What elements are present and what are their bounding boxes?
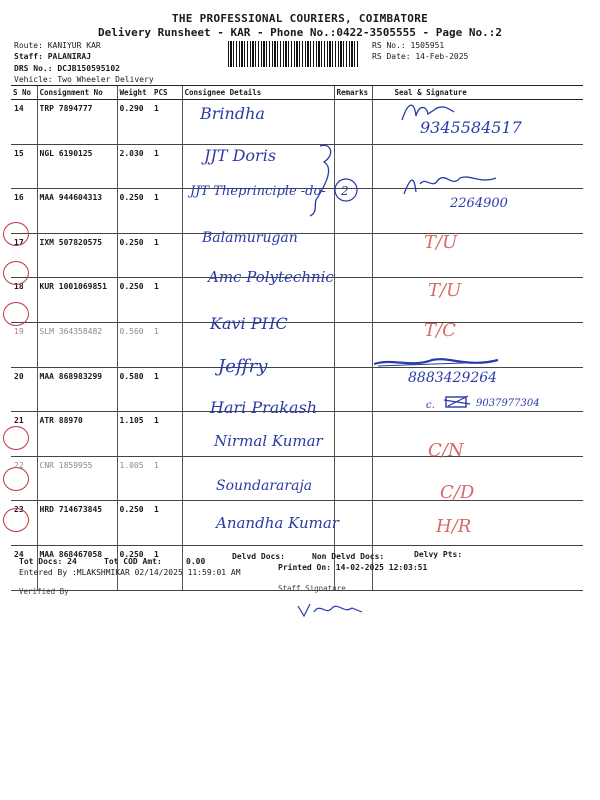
drs-number: DRS No.: DCJB150595102 [14,64,120,73]
row-pcs: 1 [152,501,182,546]
row-sno: 23 [11,501,37,546]
hw-consignee-20: Jeffry [218,356,268,377]
row-sno: 22 [11,456,37,501]
row-weight: 0.250 [117,189,152,234]
row-signature-cell [372,278,583,323]
row-weight: 1.105 [117,412,152,457]
row-remarks [334,367,372,412]
row-pcs: 1 [152,367,182,412]
hw-signature-18: T/U [428,280,462,301]
svg-text:c.: c. [426,400,435,411]
row-remarks [334,322,372,367]
row-pcs: 1 [152,100,182,145]
row-weight: 0.250 [117,545,152,590]
runsheet-title: Delivery Runsheet - KAR - Phone No.:0422-3505555 - Page No.:2 [98,26,502,39]
hw-signature-17: T/U [424,232,458,253]
footer-verified-by: Verified By [19,587,69,596]
row-pcs: 1 [152,144,182,189]
row-remarks [334,100,372,145]
hw-consignee-15: JJT Doris [204,146,277,165]
sno-circle-19 [3,302,29,326]
row-weight: 2.030 [117,144,152,189]
footer-delvy-pts: Delvy Pts: [414,550,463,559]
footer-tot-docs: Tot Docs: 24 [19,557,77,566]
footer-delvd-docs: Delvd Docs: [232,552,285,561]
row-consignment-no: NGL 6190125 [37,144,117,189]
row-consignment-no: TRP 7894777 [37,100,117,145]
row-sno: 24 [11,545,37,590]
row-pcs: 1 [152,456,182,501]
barcode [228,41,358,67]
col-consignment: Consignment No [37,86,117,100]
row-remarks [334,501,372,546]
hw-signature-22: C/N [428,440,464,461]
footer-non-delvd-docs: Non Delvd Docs: [312,552,385,561]
hw-signature-16: 2264900 [450,196,508,211]
row-pcs: 1 [152,233,182,278]
row-consignment-no: ATR 88970 [37,412,117,457]
hw-signature-20: 8883429264 [408,370,498,386]
staff-signature-scribble [294,598,366,620]
signature-scribble-16 [400,170,510,200]
row-sno: 17 [11,233,37,278]
svg-text:2: 2 [341,184,349,198]
row-remarks [334,456,372,501]
row-weight: 0.290 [117,100,152,145]
row-weight: 0.560 [117,322,152,367]
hw-consignee-23: Soundararaja [216,478,313,494]
row-pcs: 1 [152,322,182,367]
rs-date: RS Date: 14-Feb-2025 [372,52,469,61]
hw-signature-14: 9345584517 [420,118,522,137]
col-sno: S No [11,86,37,100]
staff-label: Staff: PALANIRAJ [14,52,92,61]
hw-consignee-22: Nirmal Kumar [214,432,323,450]
row-signature-cell [372,456,583,501]
sno-circle-23 [3,467,29,491]
sno-circle-17 [3,222,29,246]
signature-scribble-14 [398,98,458,126]
sno-circle-24 [3,508,29,532]
hw-signature-24: H/R [436,516,472,537]
row-pcs: 1 [152,189,182,234]
hw-consignee-17: Balamurugan [202,230,298,246]
row-weight: 0.250 [117,278,152,323]
row-sno: 15 [11,144,37,189]
col-remarks: Remarks [334,86,372,100]
footer-printed-on: Printed On: 14-02-2025 12:03:51 [278,563,428,572]
footer-cod-amount: 0.00 [186,557,206,566]
col-signature: Seal & Signature [372,86,583,100]
row-pcs: 1 [152,545,182,590]
row-signature-cell [372,233,583,278]
row-sno: 18 [11,278,37,323]
row-pcs: 1 [152,278,182,323]
hw-signature-23: C/D [440,482,475,503]
row-sno: 21 [11,412,37,457]
bracket-marks-15-16 [300,140,370,220]
row-consignment-no: SLM 364358482 [37,322,117,367]
route-label: Route: KANIYUR KAR [14,41,101,50]
hw-consignee-18: Amc Polytechnic [208,268,334,286]
row-signature-cell [372,412,583,457]
col-consignee: Consignee Details [182,86,334,100]
row-weight: 0.250 [117,233,152,278]
hw-consignee-16: JJT Theprinciple -do- [190,184,326,199]
row-consignment-no: MAA 868983299 [37,367,117,412]
signature-scribble-21 [424,392,476,414]
row-weight: 0.580 [117,367,152,412]
hw-signature-21: 9037977304 [476,398,540,409]
sno-circle-22 [3,426,29,450]
row-pcs: 1 [152,412,182,457]
col-weight: Weight [117,86,152,100]
hw-consignee-14: Brindha [200,104,265,123]
signature-scribble-20 [372,354,502,372]
row-consignment-no: MAA 868467058 [37,545,117,590]
vehicle-label: Vehicle: Two Wheeler Delivery [14,75,154,84]
table-header-row [11,86,583,100]
row-consignment-no: KUR 1001069851 [37,278,117,323]
row-consignment-no: MAA 944604313 [37,189,117,234]
hw-consignee-19: Kavi PHC [210,314,288,333]
row-sno: 14 [11,100,37,145]
company-name: THE PROFESSIONAL COURIERS, COIMBATORE [171,12,429,25]
rs-number: RS No.: 1505951 [372,41,445,50]
row-weight: 1.005 [117,456,152,501]
row-signature-cell [372,501,583,546]
row-sno: 19 [11,322,37,367]
footer-tot-cod-label: Tot COD Amt: [104,557,162,566]
row-remarks [334,412,372,457]
row-consignment-no: CNR 1859955 [37,456,117,501]
col-pcs: PCS [152,86,182,100]
row-remarks [334,278,372,323]
row-sno: 16 [11,189,37,234]
row-consignment-no: HRD 714673845 [37,501,117,546]
row-consignment-no: IXM 507820575 [37,233,117,278]
footer-staff-signature: Staff Signature [278,584,346,593]
row-remarks [334,233,372,278]
hw-consignee-24: Anandha Kumar [216,514,339,532]
row-sno: 20 [11,367,37,412]
row-weight: 0.250 [117,501,152,546]
hw-signature-19: T/C [424,320,456,341]
hw-consignee-21: Hari Prakash [210,398,318,417]
sno-circle-18 [3,261,29,285]
footer-entered-by: Entered By :MLAKSHMIKAR 02/14/2025 11:59:01 AM [19,568,241,577]
